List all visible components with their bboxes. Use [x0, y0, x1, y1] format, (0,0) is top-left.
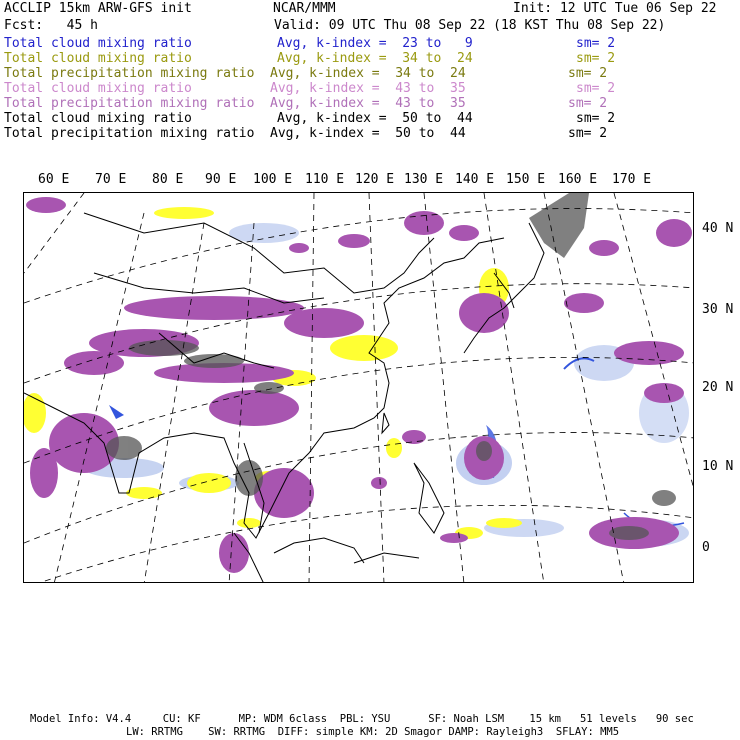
legend-avg: Avg, k-index = 50 to 44 — [277, 111, 473, 126]
lon-label: 130 E — [404, 172, 444, 187]
map-canvas — [24, 193, 694, 583]
legend-avg: Avg, k-index = 43 to 35 — [270, 81, 466, 96]
lon-label: 60 E — [38, 172, 70, 187]
lon-label: 170 E — [612, 172, 652, 187]
legend-avg: Avg, k-index = 34 to 24 — [277, 51, 473, 66]
lat-label: 0 — [702, 540, 710, 555]
model-info-line2: LW: RRTMG SW: RRTMG DIFF: simple KM: 2D Smagor DAMP: Rayleigh3 SFLAY: MM5 — [126, 726, 620, 738]
org-title: NCAR/MMM — [273, 1, 336, 16]
lon-label: 110 E — [305, 172, 345, 187]
legend-field: Total precipitation mixing ratio — [4, 66, 255, 81]
lat-label: 30 N — [702, 302, 734, 317]
map-panel — [23, 192, 694, 583]
legend-field: Total cloud mixing ratio — [4, 111, 192, 126]
model-info-line1: Model Info: V4.4 CU: KF MP: WDM 6class PBL: YSU SF: Noah LSM 15 km 51 levels 90 sec — [30, 713, 694, 725]
legend-sm: sm= 2 — [568, 126, 608, 141]
legend-field: Total cloud mixing ratio — [4, 81, 192, 96]
lon-label: 100 E — [253, 172, 293, 187]
legend-sm: sm= 2 — [576, 81, 616, 96]
lon-label: 90 E — [205, 172, 237, 187]
legend-sm: sm= 2 — [576, 111, 616, 126]
low-cloud-layer — [84, 223, 689, 547]
lon-label: 150 E — [506, 172, 546, 187]
legend-avg: Avg, k-index = 23 to 9 — [277, 36, 473, 51]
legend-sm: sm= 2 — [568, 96, 608, 111]
lat-label: 20 N — [702, 380, 734, 395]
legend-avg: Avg, k-index = 34 to 24 — [270, 66, 466, 81]
lon-label: 80 E — [152, 172, 184, 187]
high-cloud-layer — [26, 197, 692, 573]
model-title: ACCLIP 15km ARW-GFS init — [4, 1, 192, 16]
lat-label: 40 N — [702, 221, 734, 236]
lon-label: 140 E — [455, 172, 495, 187]
valid-time: Valid: 09 UTC Thu 08 Sep 22 (18 KST Thu 08 Sep 22) — [274, 18, 666, 33]
legend-field: Total precipitation mixing ratio — [4, 126, 255, 141]
lon-label: 160 E — [558, 172, 598, 187]
legend-field: Total cloud mixing ratio — [4, 51, 192, 66]
lon-label: 70 E — [95, 172, 127, 187]
forecast-hour: Fcst: 45 h — [4, 18, 98, 33]
init-time: Init: 12 UTC Tue 06 Sep 22 — [513, 1, 717, 16]
legend-sm: sm= 2 — [568, 66, 608, 81]
legend-sm: sm= 2 — [576, 51, 616, 66]
lon-label: 120 E — [355, 172, 395, 187]
lat-label: 10 N — [702, 459, 734, 474]
legend-avg: Avg, k-index = 50 to 44 — [270, 126, 466, 141]
legend-sm: sm= 2 — [576, 36, 616, 51]
legend-field: Total precipitation mixing ratio — [4, 96, 255, 111]
legend-field: Total cloud mixing ratio — [4, 36, 192, 51]
legend-avg: Avg, k-index = 43 to 35 — [270, 96, 466, 111]
